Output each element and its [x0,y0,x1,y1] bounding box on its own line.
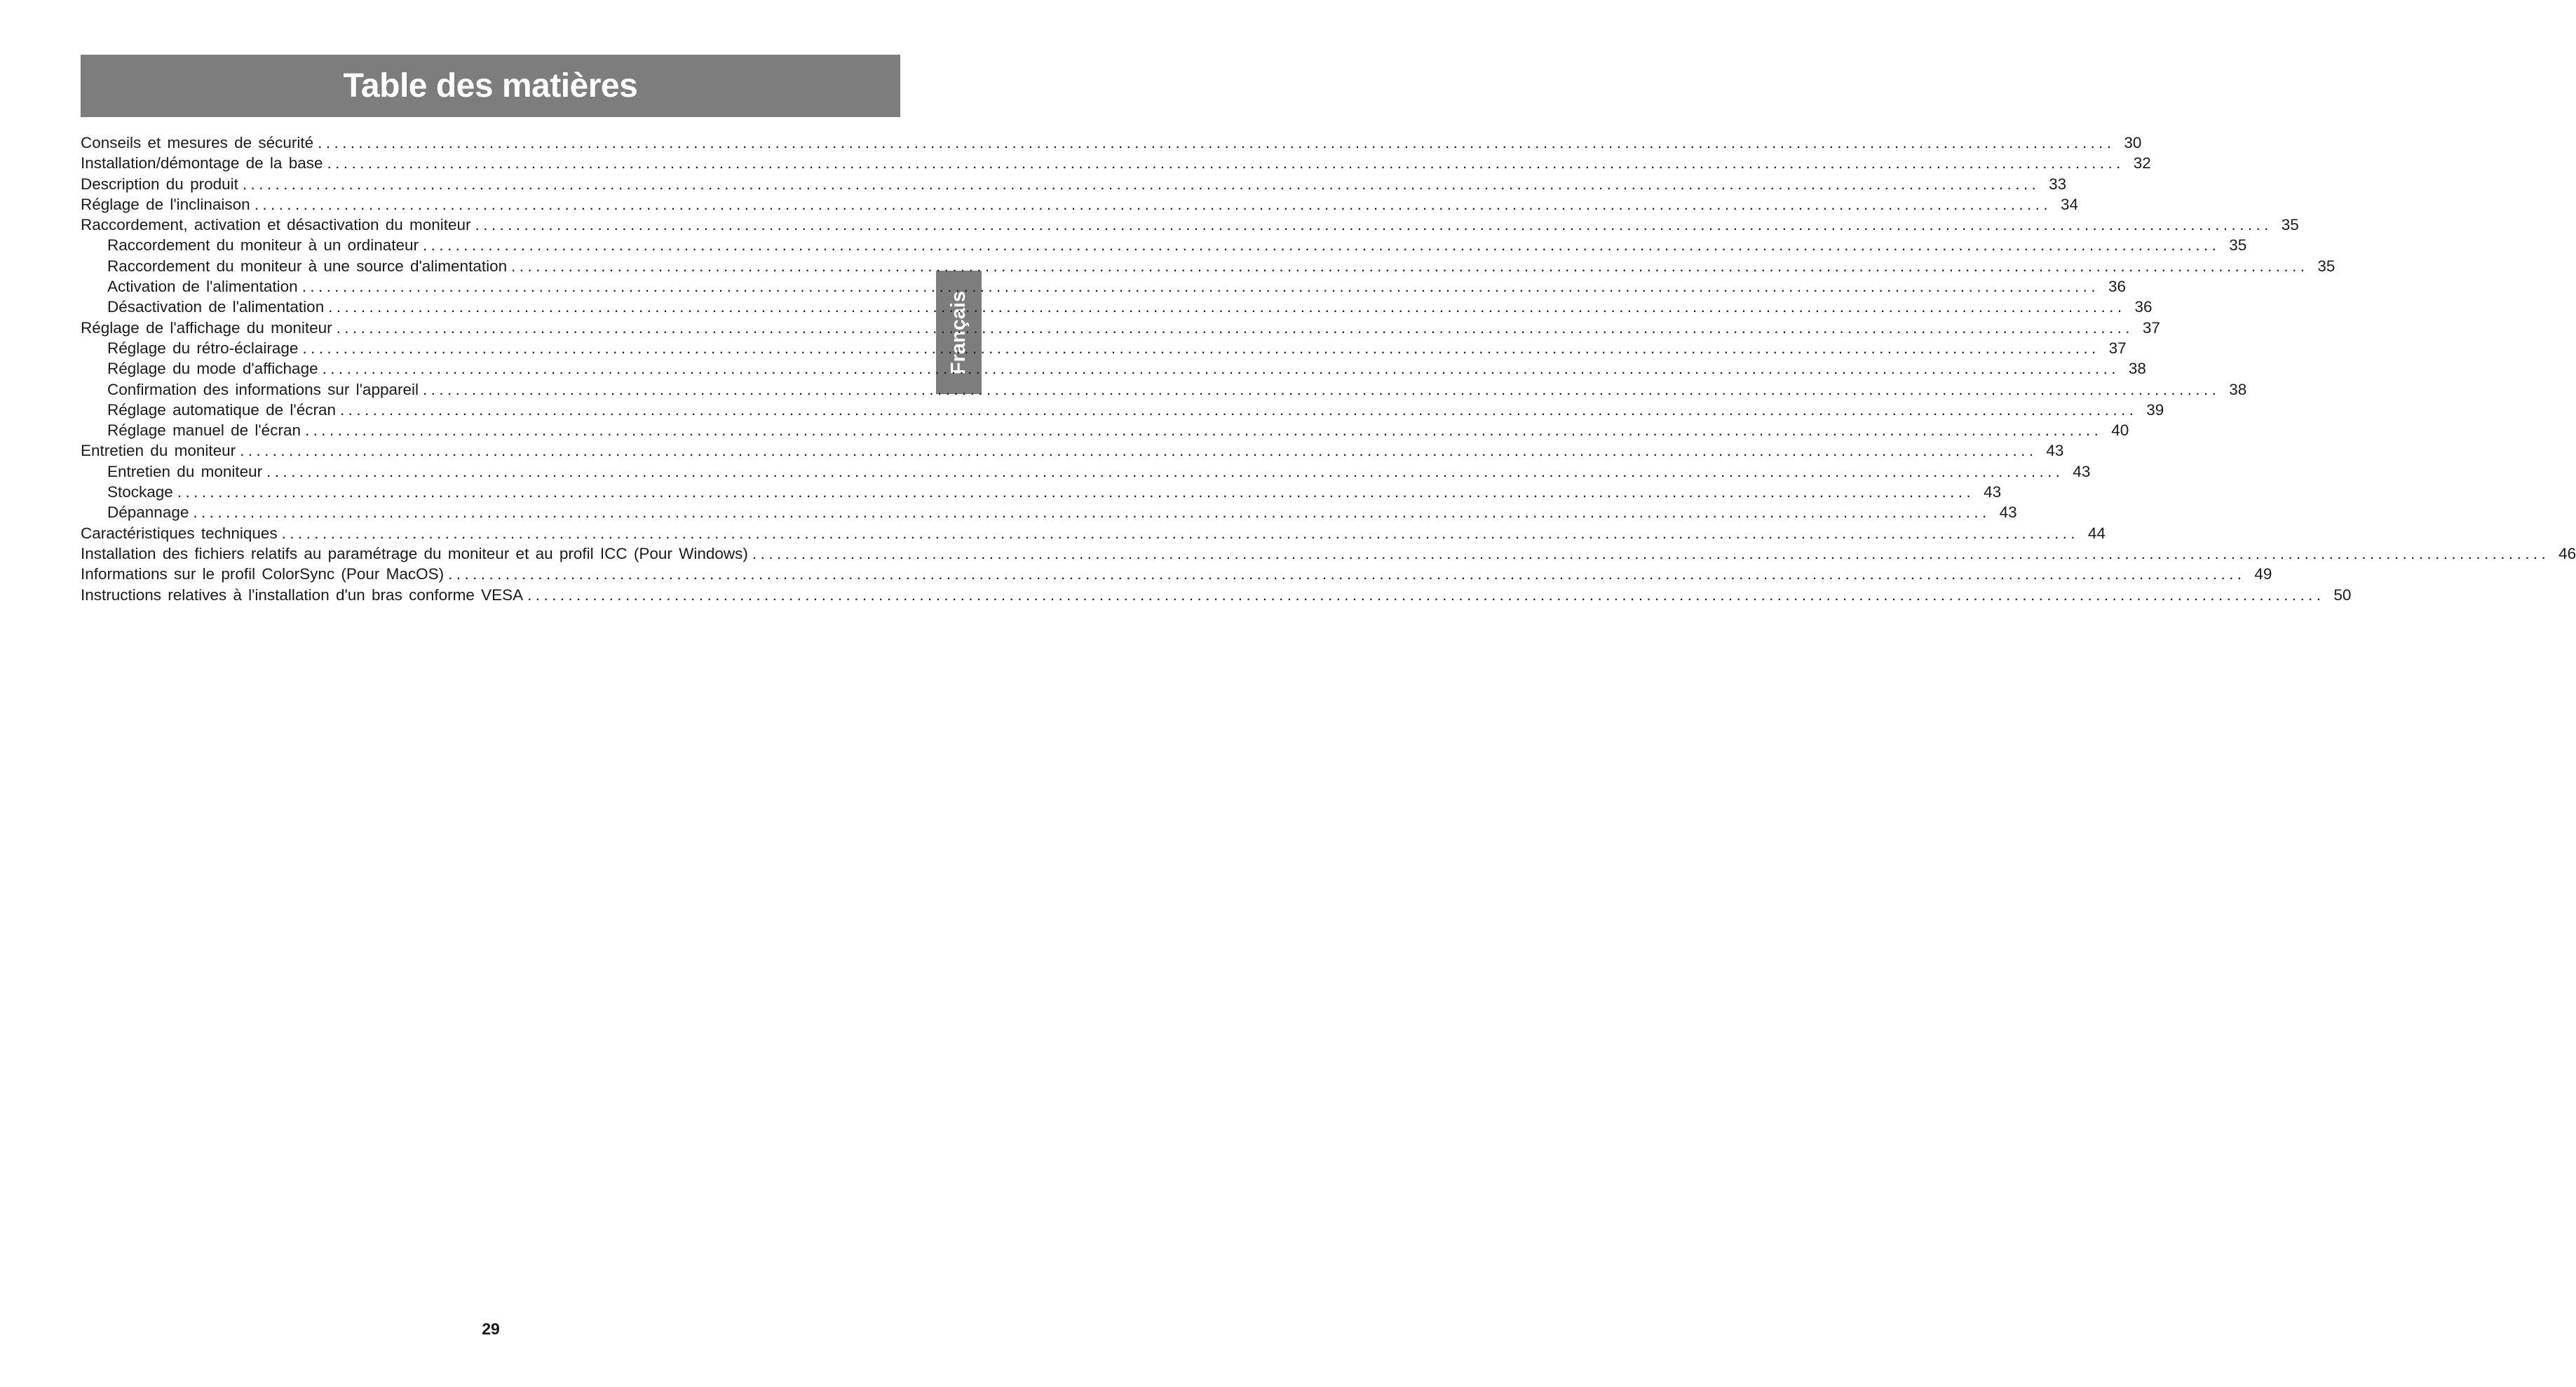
language-tab-label: Français [947,290,970,374]
dot-leader: ............................................................................................................................................................................................................................ [752,544,2550,562]
toc-entry-label: Raccordement, activation et désactivation du moniteur [81,216,471,234]
toc-entry-page: 30 [2124,134,2142,151]
toc-entry-label: Réglage du rétro-éclairage [107,339,299,357]
dot-leader: ............................................................................................................................................................................................................................ [322,360,2120,378]
toc-entry-page: 43 [1999,503,2017,522]
dot-leader: ............................................................................................................................................................................................................................ [193,503,1991,522]
toc-subentry[interactable] [81,420,2129,440]
dot-leader: ............................................................................................................................................................................................................................ [301,278,2099,296]
toc-entry[interactable] [81,174,2067,194]
toc-entry-label: Entretien du moniteur [107,462,263,480]
toc-entry-label: Caractéristiques techniques [81,524,278,542]
dot-leader: ............................................................................................................................................................................................................................ [281,524,2079,542]
dot-leader: ............................................................................................................................................................................................................................ [328,298,2126,316]
toc-subentry[interactable] [81,297,2153,317]
toc-entry-page: 44 [2087,524,2106,542]
toc-entry-label: Informations sur le profil ColorSync (Pour MacOS) [81,565,445,583]
toc-entry-page: 43 [2073,462,2091,480]
toc-entry-page: 43 [2046,442,2064,460]
dot-leader: ............................................................................................................................................................................................................................ [302,339,2100,357]
toc-entry-page: 49 [2254,565,2272,583]
toc-entry-label: Raccordement du moniteur à une source d'alimentation [107,257,508,275]
dot-leader: ............................................................................................................................................................................................................................ [266,462,2064,480]
toc-subentry[interactable] [81,338,2127,358]
toc-entry-label: Désactivation de l'alimentation [107,298,325,316]
page-number: 29 [482,1320,500,1338]
toc-entry-label: Conseils et mesures de sécurité [81,134,314,151]
toc-entry-page: 34 [2060,195,2078,213]
toc-subentry[interactable] [81,358,2146,379]
dot-leader: ............................................................................................................................................................................................................................ [423,236,2221,255]
toc-entry-label: Dépannage [107,503,189,522]
toc-entry-label: Installation/démontage de la base [81,154,323,172]
toc-subentry[interactable] [81,379,2247,400]
toc-entry[interactable] [81,543,2576,564]
toc-entry-label: Description du produit [81,175,238,193]
dot-leader: ............................................................................................................................................................................................................................ [242,175,2040,193]
toc-entry-label: Activation de l'alimentation [107,278,298,296]
dot-leader: ............................................................................................................................................................................................................................ [327,154,2124,172]
toc-entry[interactable] [81,585,2352,605]
toc-entry[interactable] [81,133,2142,153]
dot-leader: ............................................................................................................................................................................................................................ [336,318,2134,337]
toc-entry-label: Réglage automatique de l'écran [107,400,337,419]
dot-leader: ............................................................................................................................................................................................................................ [423,380,2221,398]
dot-leader: ............................................................................................................................................................................................................................ [475,216,2272,234]
toc-entry-label: Réglage de l'inclinaison [81,195,250,213]
toc-entry-page: 38 [2229,380,2247,398]
toc-subentry[interactable] [81,400,2164,420]
toc-entry[interactable] [81,194,2078,215]
toc-subentry[interactable] [81,235,2247,255]
toc-entry-page: 35 [2281,216,2299,234]
toc-entry-page: 37 [2142,318,2160,337]
toc-entry-label: Instructions relatives à l'installation d'un bras conforme VESA [81,586,524,604]
page-title: Table des matières [343,67,638,104]
toc-subentry[interactable] [81,256,2336,276]
toc-subentry[interactable] [81,482,2002,502]
toc-subentry[interactable] [81,502,2017,522]
toc-entry-label: Réglage de l'affichage du moniteur [81,318,332,337]
toc-entry-page: 36 [2134,298,2153,316]
dot-leader: ............................................................................................................................................................................................................................ [511,257,2309,275]
toc-entry-page: 35 [2229,236,2247,255]
toc-entry[interactable] [81,215,2299,235]
dot-leader: ............................................................................................................................................................................................................................ [177,483,1975,501]
toc-entry-page: 46 [2558,544,2576,562]
toc-entry-label: Confirmation des informations sur l'appareil [107,380,419,398]
toc-entry-page: 40 [2111,421,2129,440]
toc-entry-page: 50 [2333,586,2352,604]
toc-entry-page: 43 [1984,483,2002,501]
dot-leader: ............................................................................................................................................................................................................................ [304,421,2103,440]
toc-entry-label: Raccordement du moniteur à un ordinateur [107,236,419,255]
toc-entry-page: 32 [2133,154,2151,172]
toc-entry-page: 36 [2108,278,2126,296]
toc-entry[interactable] [81,440,2064,461]
dot-leader: ............................................................................................................................................................................................................................ [340,400,2138,419]
toc-subentry[interactable] [81,276,2126,297]
toc-entry-page: 39 [2146,400,2164,419]
toc-entry-page: 37 [2108,339,2127,357]
toc-entry-label: Entretien du moniteur [81,442,236,460]
toc-entry-page: 33 [2049,175,2067,193]
dot-leader: ............................................................................................................................................................................................................................ [318,134,2115,151]
toc-entry-label: Stockage [107,483,173,501]
toc-entry-page: 35 [2317,257,2336,275]
toc-entry[interactable] [81,318,2160,338]
toc-entry-label: Réglage du mode d'affichage [107,360,318,378]
dot-leader: ............................................................................................................................................................................................................................ [254,195,2052,213]
dot-leader: ............................................................................................................................................................................................................................ [448,565,2246,583]
dot-leader: ............................................................................................................................................................................................................................ [527,586,2325,604]
toc-entry[interactable] [81,153,2151,173]
toc-entry[interactable] [81,523,2106,543]
toc-entry-label: Réglage manuel de l'écran [107,421,301,440]
toc-entry[interactable] [81,564,2272,584]
toc-subentry[interactable] [81,461,2091,482]
dot-leader: ............................................................................................................................................................................................................................ [240,442,2038,460]
title-bar [81,55,900,117]
toc-entry-page: 38 [2128,360,2146,378]
toc-entry-label: Installation des fichiers relatifs au paramétrage du moniteur et au profil ICC (Pour Windows) [81,544,748,562]
